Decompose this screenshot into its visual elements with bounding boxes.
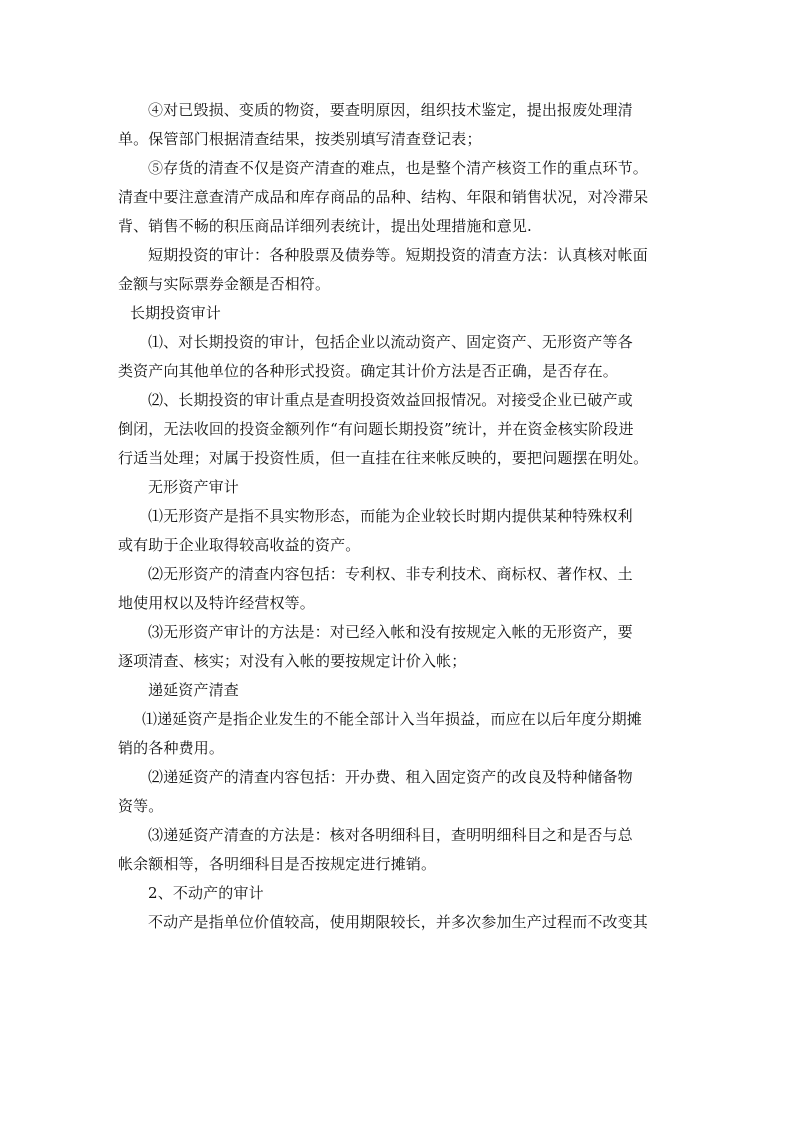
section-heading: 长期投资审计	[130, 304, 221, 322]
paragraph-short-term-investment	[118, 241, 686, 299]
text-line: 地使用权以及特许经营权等。	[118, 594, 315, 612]
text-line: ⑶递延资产清查的方法是：核对各明细科目，查明明细科目之和是否与总	[148, 826, 633, 844]
section-heading: 递延资产清查	[148, 681, 239, 699]
text-line: ⑴无形资产是指不具实物形态，而能为企业较长时期内提供某种特殊权利	[148, 507, 633, 525]
text-line: 类资产向其他单位的各种形式投资。确定其计价方法是否正确，是否存在。	[118, 362, 618, 380]
text-line: ⑵无形资产的清查内容包括：专利权、非专利技术、商标权、著作权、土	[148, 565, 633, 583]
paragraph-long-term-2	[118, 386, 686, 473]
text-line: 短期投资的审计：各种股票及债券等。短期投资的清查方法：认真核对帐面	[148, 246, 648, 264]
text-line: ④对已毁损、变质的物资，要查明原因，组织技术鉴定，提出报废处理清	[148, 101, 633, 119]
heading-real-estate-audit	[118, 879, 686, 908]
text-line: 清查中要注意查清产成品和库存商品的品种、结构、年限和销售状况，对冷滞呆	[118, 188, 649, 206]
paragraph-long-term-1	[118, 328, 686, 386]
text-line: 销的各种费用。	[118, 739, 225, 757]
document-body	[118, 96, 686, 937]
text-line: 金额与实际票券金额是否相符。	[118, 275, 331, 293]
text-line: ⑵递延资产的清查内容包括：开办费、租入固定资产的改良及特种储备物	[148, 768, 633, 786]
paragraph-deferred-3	[118, 821, 686, 879]
text-line: 背、销售不畅的积压商品详细列表统计，提出处理措施和意见.	[118, 217, 532, 235]
text-line: ⑴、对长期投资的审计，包括企业以流动资产、固定资产、无形资产等各	[148, 333, 633, 351]
text-line: ⑵、长期投资的审计重点是查明投资效益回报情况。对接受企业已破产或	[148, 391, 633, 409]
heading-intangible-assets	[118, 473, 686, 502]
text-line: 倒闭，无法收回的投资金额列作“有问题长期投资”统计，并在资金核实阶段进	[118, 420, 634, 438]
text-line: 帐余额相等，各明细科目是否按规定进行摊销。	[118, 855, 437, 873]
text-line: 不动产是指单位价值较高，使用期限较长，并多次参加生产过程而不改变其	[148, 913, 648, 931]
text-line: ⑴递延资产是指企业发生的不能全部计入当年损益，而应在以后年度分期摊	[142, 710, 642, 728]
text-line: 行适当处理；对属于投资性质，但一直挂在往来帐反映的，要把问题摆在明处。	[118, 449, 649, 467]
paragraph-damaged-materials	[118, 96, 686, 154]
heading-deferred-assets	[118, 676, 686, 705]
paragraph-deferred-1	[118, 705, 686, 763]
section-heading: 2、不动产的审计	[148, 884, 264, 902]
paragraph-intangible-3	[118, 618, 686, 676]
paragraph-intangible-1	[118, 502, 686, 560]
paragraph-intangible-2	[118, 560, 686, 618]
section-heading: 无形资产审计	[148, 478, 239, 496]
paragraph-inventory-check	[118, 154, 686, 241]
text-line: 资等。	[118, 797, 164, 815]
text-line: ⑤存货的清查不仅是资产清查的难点，也是整个清产核资工作的重点环节。	[148, 159, 648, 177]
text-line: ⑶无形资产审计的方法是：对已经入帐和没有按规定入帐的无形资产，要	[148, 623, 633, 641]
text-line: 逐项清查、核实；对没有入帐的要按规定计价入帐；	[118, 652, 467, 670]
paragraph-deferred-2	[118, 763, 686, 821]
heading-long-term-investment	[118, 299, 686, 328]
paragraph-real-estate	[118, 908, 686, 937]
text-line: 单。保管部门根据清查结果，按类别填写清查登记表；	[118, 130, 482, 148]
text-line: 或有助于企业取得较高收益的资产。	[118, 536, 361, 554]
